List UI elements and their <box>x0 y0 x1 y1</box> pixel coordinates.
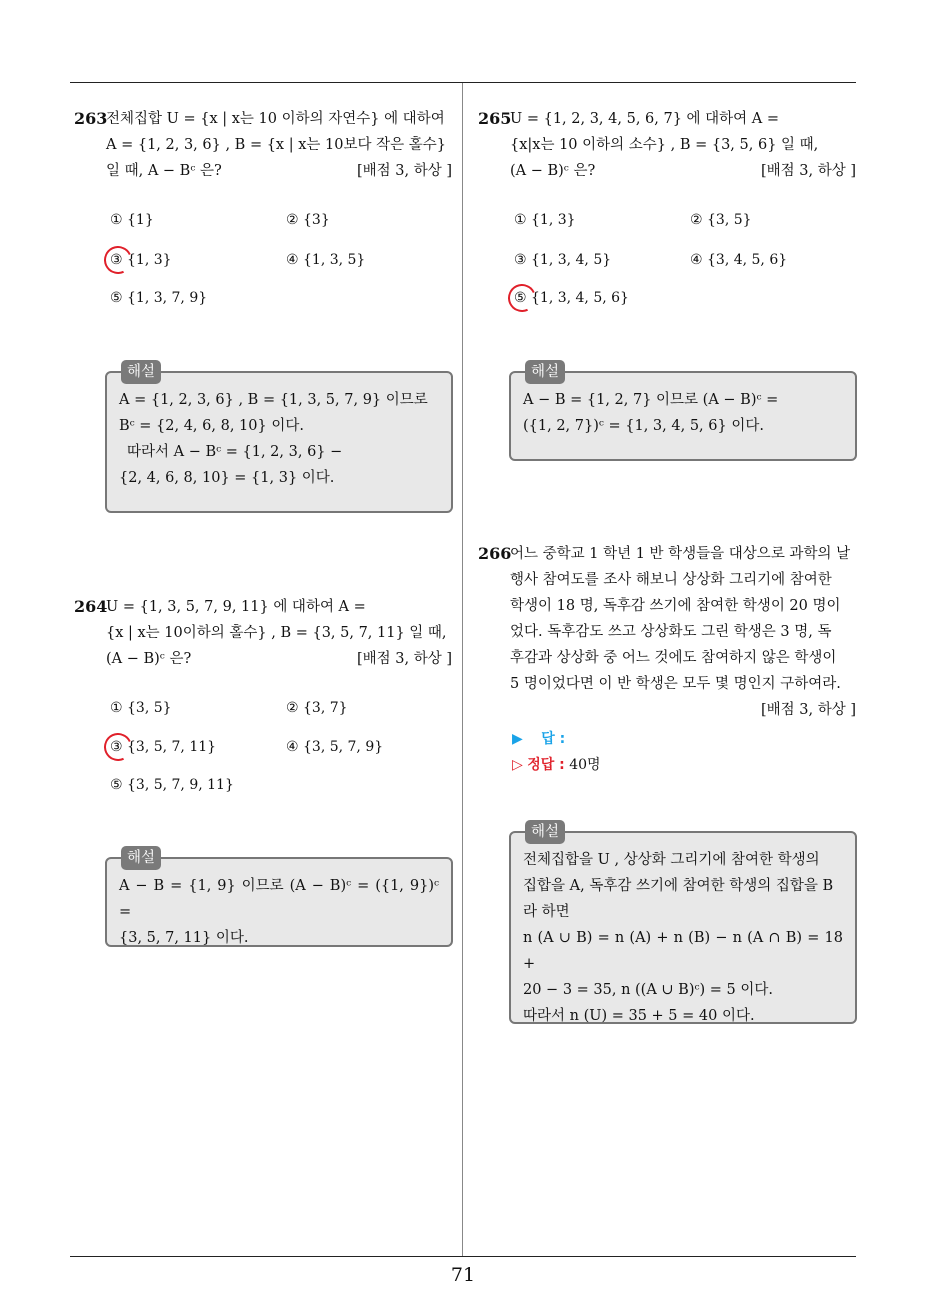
problem-text-line: 일 때, A − Bᶜ 은? <box>106 163 222 179</box>
problem-264 <box>74 594 452 672</box>
difficulty-meta: [배점 3, 하상 ] <box>356 163 452 179</box>
red-circle-mark <box>504 280 540 316</box>
explanation-line: 따라서 A − Bᶜ = {1, 2, 3, 6} − <box>127 444 343 460</box>
problem-text-line: A = {1, 2, 3, 6} , B = {x | x는 10보다 작은 홀수} <box>106 137 446 153</box>
explanation-tab: 해설 <box>525 820 565 844</box>
bottom-rule <box>70 1256 856 1257</box>
choice-5[interactable]: ⑤ {1, 3, 7, 9} <box>110 290 208 306</box>
explanation-tab: 해설 <box>525 360 565 384</box>
choice-2[interactable]: ② {3, 7} <box>286 700 348 716</box>
explanation-263 <box>105 364 453 513</box>
problem-text-line: 전체집합 U = {x | x는 10 이하의 자연수} 에 대하여 <box>106 111 445 127</box>
top-rule <box>70 82 856 83</box>
problem-text-line: 어느 중학교 1 학년 1 반 학생들을 대상으로 과학의 날 <box>510 546 851 562</box>
correct-value: 40명 <box>569 757 601 773</box>
answer-block-266 <box>512 726 601 778</box>
explanation-line: A = {1, 2, 3, 6} , B = {1, 3, 5, 7, 9} 이므로 <box>119 392 428 408</box>
explanation-line: {2, 4, 6, 8, 10} = {1, 3} 이다. <box>119 470 335 486</box>
problem-number: 265 <box>478 109 512 128</box>
choice-2[interactable]: ② {3, 5} <box>690 212 752 228</box>
choice-2[interactable]: ② {3} <box>286 212 330 228</box>
explanation-line: 20 − 3 = 35, n ((A ∪ B)ᶜ) = 5 이다. <box>523 982 773 998</box>
problem-number: 264 <box>74 597 108 616</box>
explanation-line: A − B = {1, 9} 이므로 (A − B)ᶜ = ({1, 9})ᶜ = <box>119 878 439 920</box>
choice-4[interactable]: ④ {3, 5, 7, 9} <box>286 739 384 755</box>
problem-263 <box>74 106 452 184</box>
explanation-line: 따라서 n (U) = 35 + 5 = 40 이다. <box>523 1008 755 1024</box>
choice-1[interactable]: ① {1, 3} <box>514 212 576 228</box>
correct-arrow-icon: ▷ <box>512 757 523 773</box>
red-circle-mark <box>100 729 136 765</box>
problem-text-line: U = {1, 3, 5, 7, 9, 11} 에 대하여 A = <box>106 599 366 615</box>
explanation-265 <box>509 364 857 461</box>
correct-label: 정답 : <box>527 757 565 773</box>
explanation-line: A − B = {1, 2, 7} 이므로 (A − B)ᶜ = <box>523 392 779 408</box>
problem-text-line: 었다. 독후감도 쓰고 상상화도 그린 학생은 3 명, 독 <box>510 624 832 640</box>
problem-text-line: {x|x는 10 이하의 소수} , B = {3, 5, 6} 일 때, <box>510 137 819 153</box>
problem-text-line: 학생이 18 명, 독후감 쓰기에 참여한 학생이 20 명이 <box>510 598 841 614</box>
explanation-tab: 해설 <box>121 846 161 870</box>
problem-number: 266 <box>478 544 512 563</box>
problem-text-line: U = {1, 2, 3, 4, 5, 6, 7} 에 대하여 A = <box>510 111 780 127</box>
difficulty-meta: [배점 3, 하상 ] <box>760 163 856 179</box>
explanation-264 <box>105 850 453 947</box>
difficulty-meta: [배점 3, 하상 ] <box>760 702 856 718</box>
column-divider <box>462 83 463 1256</box>
explanation-266 <box>509 824 857 1024</box>
explanation-line: 라 하면 <box>523 904 570 920</box>
explanation-line: ({1, 2, 7})ᶜ = {1, 3, 4, 5, 6} 이다. <box>523 418 764 434</box>
choice-1[interactable]: ① {3, 5} <box>110 700 172 716</box>
problem-266 <box>478 541 856 723</box>
answer-arrow-icon: ▶ <box>512 731 523 747</box>
answer-label: 답 : <box>541 731 566 747</box>
problem-number: 263 <box>74 109 108 128</box>
explanation-line: {3, 5, 7, 11} 이다. <box>119 930 249 946</box>
difficulty-meta: [배점 3, 하상 ] <box>356 651 452 667</box>
problem-text-line: (A − B)ᶜ 은? <box>510 163 596 179</box>
page-number: 71 <box>450 1264 476 1286</box>
explanation-line: n (A ∪ B) = n (A) + n (B) − n (A ∩ B) = 18 + <box>523 930 843 972</box>
choice-5[interactable]: ⑤ {3, 5, 7, 9, 11} <box>110 777 234 793</box>
choice-4[interactable]: ④ {3, 4, 5, 6} <box>690 252 788 268</box>
problem-text-line: 행사 참여도를 조사 해보니 상상화 그리기에 참여한 <box>510 572 832 588</box>
problem-text-line: 후감과 상상화 중 어느 것에도 참여하지 않은 학생이 <box>510 650 837 666</box>
choice-4[interactable]: ④ {1, 3, 5} <box>286 252 366 268</box>
choice-3[interactable]: ③ {3, 5, 7, 11} <box>110 739 216 755</box>
choice-3[interactable]: ③ {1, 3} <box>110 252 172 268</box>
problem-text-line: {x | x는 10이하의 홀수} , B = {3, 5, 7, 11} 일 때, <box>106 625 447 641</box>
problem-text-line: 5 명이었다면 이 반 학생은 모두 몇 명인지 구하여라. <box>510 676 841 692</box>
choice-1[interactable]: ① {1} <box>110 212 154 228</box>
choice-3[interactable]: ③ {1, 3, 4, 5} <box>514 252 612 268</box>
explanation-line: 전체집합을 U , 상상화 그리기에 참여한 학생의 <box>523 852 820 868</box>
red-circle-mark <box>100 242 136 278</box>
explanation-tab: 해설 <box>121 360 161 384</box>
problem-265 <box>478 106 856 184</box>
explanation-line: Bᶜ = {2, 4, 6, 8, 10} 이다. <box>119 418 304 434</box>
problem-text-line: (A − B)ᶜ 은? <box>106 651 192 667</box>
choice-5[interactable]: ⑤ {1, 3, 4, 5, 6} <box>514 290 629 306</box>
explanation-line: 집합을 A, 독후감 쓰기에 참여한 학생의 집합을 B <box>523 878 834 894</box>
